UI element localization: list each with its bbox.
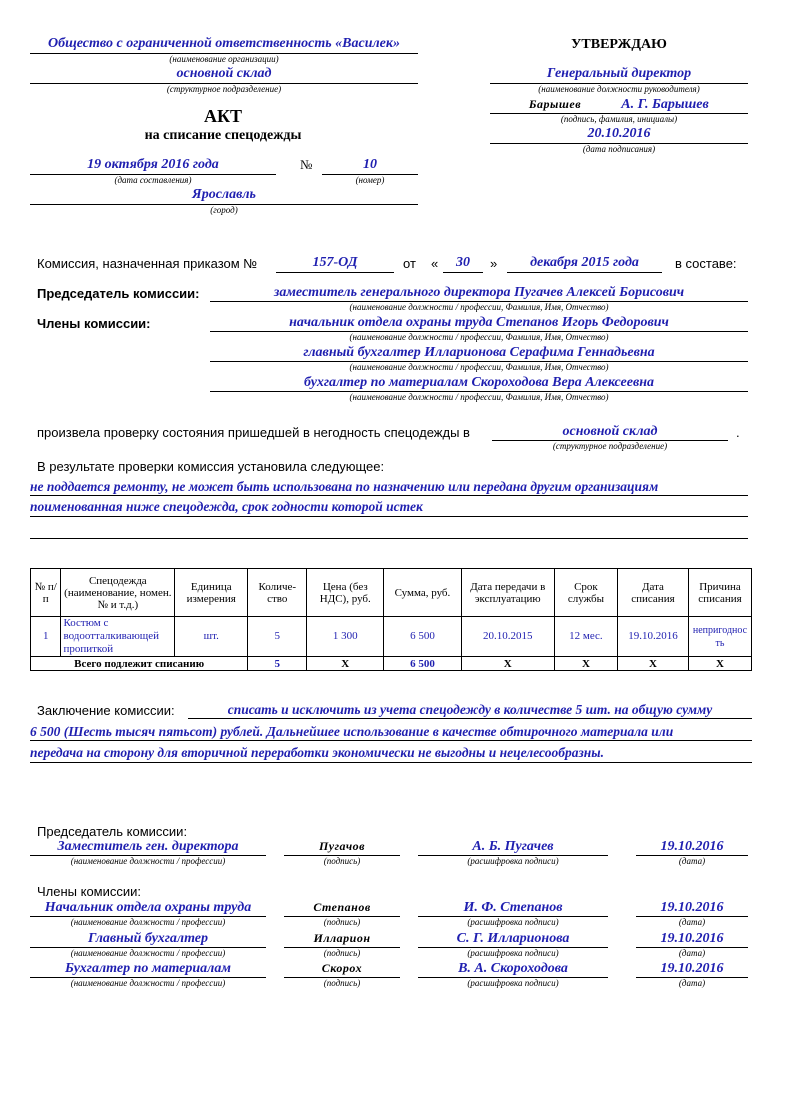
member-sign-date: 19.10.2016 bbox=[660, 931, 724, 946]
signatures-members-label: Члены комиссии: bbox=[37, 884, 142, 899]
member-sign-date-hint: (дата) bbox=[678, 948, 706, 958]
members-label: Члены комиссии: bbox=[37, 316, 151, 331]
approval-signature: Барышев bbox=[528, 97, 582, 111]
chair-sign-position: Заместитель ген. директора bbox=[57, 839, 239, 854]
member-sign-position-hint: (наименование должности / профессии) bbox=[70, 948, 226, 958]
number-sign: № bbox=[300, 157, 313, 172]
header-cell: Срок службы bbox=[554, 569, 617, 617]
total-sum: 6 500 bbox=[384, 657, 461, 671]
order-month-year-line bbox=[507, 272, 662, 273]
chair-signature: Пугачов bbox=[318, 839, 366, 853]
member-signature-hint: (подпись) bbox=[323, 978, 361, 988]
header-cell: Причина списания bbox=[688, 569, 751, 617]
table-cell: Костюм с водоотталкивающей пропиткой bbox=[61, 617, 175, 657]
table-cell: 1 300 bbox=[307, 617, 384, 657]
member-sign-name: С. Г. Илларионова bbox=[456, 931, 570, 946]
approval-date-hint: (дата подписания) bbox=[582, 144, 656, 154]
table-cell: 6 500 bbox=[384, 617, 461, 657]
total-reason: Х bbox=[688, 657, 751, 671]
table-cell: 19.10.2016 bbox=[617, 617, 688, 657]
document-date-hint: (дата составления) bbox=[114, 175, 192, 185]
header-cell: Количе-ство bbox=[248, 569, 307, 617]
table-cell: 20.10.2015 bbox=[461, 617, 554, 657]
check-division: основной склад bbox=[562, 424, 658, 439]
approval-position-hint: (наименование должности руководителя) bbox=[538, 84, 700, 94]
document-date: 19 октября 2016 года bbox=[87, 157, 219, 172]
signatures-chair-label: Председатель комиссии: bbox=[37, 824, 188, 839]
member-person-3-hint: (наименование должности / профессии, Фамилия, Имя, Отчество) bbox=[349, 392, 609, 402]
conclusion-line-3: передача на сторону для вторичной переработки экономически не выгодны и нецелесообразны. bbox=[30, 745, 604, 760]
member-signature-hint: (подпись) bbox=[323, 917, 361, 927]
order-suffix: в составе: bbox=[675, 256, 737, 271]
member-sign-name: В. А. Скороходова bbox=[458, 961, 568, 976]
approval-position: Генеральный директор bbox=[546, 66, 692, 81]
division-hint: (структурное подразделение) bbox=[166, 84, 282, 94]
document-city: Ярославль bbox=[192, 187, 256, 202]
table-total-row bbox=[31, 657, 752, 671]
order-number-line bbox=[276, 272, 394, 273]
conclusion-line-3-rule bbox=[30, 762, 752, 763]
member-person-1-hint: (наименование должности / профессии, Фамилия, Имя, Отчество) bbox=[349, 332, 609, 342]
member-sign-position: Начальник отдела охраны труда bbox=[44, 900, 252, 915]
order-quote-open: « bbox=[431, 256, 439, 271]
document-city-hint: (город) bbox=[210, 205, 238, 215]
header-cell: Цена (без НДС), руб. bbox=[307, 569, 384, 617]
member-sign-date-hint: (дата) bbox=[678, 917, 706, 927]
order-from: от bbox=[403, 256, 416, 271]
approval-date: 20.10.2016 bbox=[587, 126, 651, 141]
chair-person-hint: (наименование должности / профессии, Фамилия, Имя, Отчество) bbox=[349, 302, 609, 312]
header-cell: Дата списания bbox=[617, 569, 688, 617]
member-person-2-hint: (наименование должности / профессии, Фамилия, Имя, Отчество) bbox=[349, 362, 609, 372]
chair-sign-date-hint: (дата) bbox=[678, 856, 706, 866]
chair-signature-hint: (подпись) bbox=[323, 856, 361, 866]
approval-signature-hint: (подпись, фамилия, инициалы) bbox=[560, 114, 678, 124]
member-sign-name-hint: (расшифровка подписи) bbox=[467, 948, 559, 958]
order-day-line bbox=[443, 272, 483, 273]
conclusion-line-2-rule bbox=[30, 740, 752, 741]
organization-name: Общество с ограниченной ответственность «Василек» bbox=[48, 36, 400, 51]
member-sign-date: 19.10.2016 bbox=[660, 961, 724, 976]
table-cell: непригодность bbox=[688, 617, 751, 657]
result-line-2-rule bbox=[30, 516, 748, 517]
table-cell: шт. bbox=[175, 617, 248, 657]
conclusion-line-1-rule bbox=[188, 718, 752, 719]
chair-person: заместитель генерального директора Пугачев Алексей Борисович bbox=[273, 285, 685, 300]
organization-hint: (наименование организации) bbox=[169, 54, 279, 64]
member-sign-position: Главный бухгалтер bbox=[87, 931, 209, 946]
document-subtitle: на списание спецодежды bbox=[144, 128, 302, 143]
total-label: Всего подлежит списанию bbox=[31, 657, 248, 671]
check-division-hint: (структурное подразделение) bbox=[552, 441, 668, 451]
member-sign-position: Бухгалтер по материалам bbox=[65, 961, 231, 976]
order-month-year: декабря 2015 года bbox=[530, 255, 639, 270]
header-cell: Единица измерения bbox=[175, 569, 248, 617]
member-person-2: главный бухгалтер Илларионова Серафима Геннадьевна bbox=[303, 345, 655, 360]
total-price: Х bbox=[307, 657, 384, 671]
result-line-3-rule bbox=[30, 538, 748, 539]
document-number-hint: (номер) bbox=[355, 175, 385, 185]
member-sign-name-hint: (расшифровка подписи) bbox=[467, 917, 559, 927]
result-line-1: не поддается ремонту, не может быть использована по назначению или передана другим организациям bbox=[30, 479, 659, 494]
approval-signer-name: А. Г. Барышев bbox=[621, 97, 709, 112]
check-text: произвела проверку состояния пришедшей в негодность спецодежды в bbox=[37, 425, 470, 440]
header-cell: Дата передачи в эксплуатацию bbox=[461, 569, 554, 617]
member-person-1: начальник отдела охраны труда Степанов Игорь Федорович bbox=[289, 315, 669, 330]
chair-label: Председатель комиссии: bbox=[37, 286, 200, 301]
member-person-3: бухгалтер по материалам Скороходова Вера Алексеевна bbox=[304, 375, 654, 390]
table-cell: 5 bbox=[248, 617, 307, 657]
total-date-off: Х bbox=[617, 657, 688, 671]
conclusion-label: Заключение комиссии: bbox=[37, 703, 175, 718]
division-name: основной склад bbox=[176, 66, 272, 81]
member-signature: Степанов bbox=[313, 900, 371, 914]
chair-sign-position-hint: (наименование должности / профессии) bbox=[70, 856, 226, 866]
document-number: 10 bbox=[363, 157, 377, 172]
header-cell: Спецодежда (наименование, номен. № и т.д.) bbox=[61, 569, 175, 617]
member-sign-name: И. Ф. Степанов bbox=[463, 900, 563, 915]
member-sign-position-hint: (наименование должности / профессии) bbox=[70, 917, 226, 927]
approval-heading: УТВЕРЖДАЮ bbox=[571, 37, 667, 52]
order-prefix: Комиссия, назначенная приказом № bbox=[37, 256, 258, 271]
total-qty: 5 bbox=[248, 657, 307, 671]
items-table bbox=[30, 568, 752, 671]
member-sign-date-hint: (дата) bbox=[678, 978, 706, 988]
order-day: 30 bbox=[456, 255, 470, 270]
result-line-2: поименованная ниже спецодежда, срок годности которой истек bbox=[30, 499, 423, 514]
chair-sign-date: 19.10.2016 bbox=[660, 839, 724, 854]
document-title: АКТ bbox=[203, 106, 243, 126]
chair-sign-name-hint: (расшифровка подписи) bbox=[467, 856, 559, 866]
chair-sign-name: А. Б. Пугачев bbox=[472, 839, 554, 854]
member-signature-hint: (подпись) bbox=[323, 948, 361, 958]
result-line-1-rule bbox=[30, 495, 748, 496]
order-quote-close: » bbox=[490, 256, 498, 271]
header-cell: № п/п bbox=[31, 569, 61, 617]
check-period: . bbox=[736, 425, 740, 440]
table-cell: 12 мес. bbox=[554, 617, 617, 657]
member-sign-name-hint: (расшифровка подписи) bbox=[467, 978, 559, 988]
result-label: В результате проверки комиссия установила следующее: bbox=[37, 459, 385, 474]
table-row bbox=[31, 617, 752, 657]
order-number: 157-ОД bbox=[312, 255, 358, 270]
header-cell: Сумма, руб. bbox=[384, 569, 461, 617]
member-signature: Илларион bbox=[313, 931, 371, 945]
member-sign-position-hint: (наименование должности / профессии) bbox=[70, 978, 226, 988]
total-date-in: Х bbox=[461, 657, 554, 671]
table-header-row bbox=[31, 569, 752, 617]
conclusion-line-2: 6 500 (Шесть тысяч пятьсот) рублей. Дальнейшее использование в качестве обтирочного материала или bbox=[30, 724, 674, 739]
member-signature: Скорох bbox=[321, 961, 363, 975]
conclusion-line-1: списать и исключить из учета спецодежду в количестве 5 шт. на общую сумму bbox=[227, 702, 713, 717]
total-term: Х bbox=[554, 657, 617, 671]
table-cell: 1 bbox=[31, 617, 61, 657]
member-sign-date: 19.10.2016 bbox=[660, 900, 724, 915]
